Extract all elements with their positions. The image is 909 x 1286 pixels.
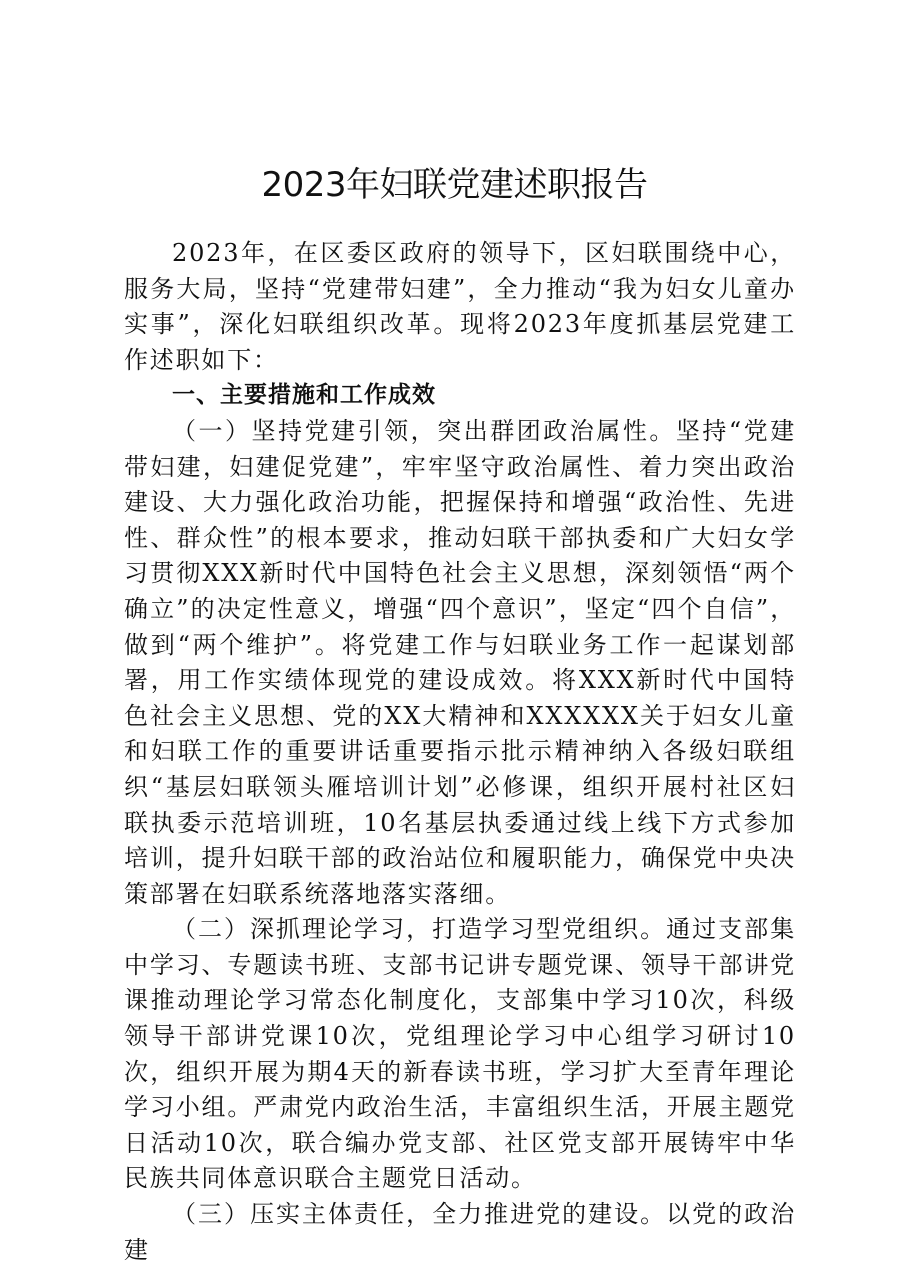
paragraph-2: （二）深抓理论学习，打造学习型党组织。通过支部集中学习、专题读书班、支部书记讲专题党课、领导干部讲党课推动理论学习常态化制度化，支部集中学习10次，科级领导干部讲党课10次，党组理论学习中心组学习研讨10次，组织开展为期4天的新春读书班，学习扩大至青年理论学习小组。严肃党内政治生活，丰富组织生活，开展主题党日活动10次，联合编办党支部、社区党支部开展铸牢中华民族共同体意识联合主题党日活动。 bbox=[124, 915, 796, 1193]
paragraph-1: （一）坚持党建引领，突出群团政治属性。坚持“党建带妇建，妇建促党建”，牢牢坚守政治属性、着力突出政治建设、大力强化政治功能，把握保持和增强“政治性、先进性、群众性”的根本要求，推动妇联干部执委和广大妇女学习贯彻XXX新时代中国特色社会主义思想，深刻领悟“两个确立”的决定性意义，增强“四个意识”，坚定“四个自信”，做到“两个维护”。将党建工作与妇联业务工作一起谋划部署，用工作实绩体现党的建设成效。将XXX新时代中国特色社会主义思想、党的XX大精神和XXXXXX关于妇女儿童和妇联工作的重要讲话重要指示批示精神纳入各级妇联组织“基层妇联领头雁培训计划”必修课，组织开展村社区妇联执委示范培训班，10名基层执委通过线上线下方式参加培训，提升妇联干部的政治站位和履职能力，确保党中央决策部署在妇联系统落地落实落细。 bbox=[124, 416, 796, 908]
document-title: 2023年妇联党建述职报告 bbox=[261, 165, 648, 205]
paragraph-3: （三）压实主体责任，全力推进党的建设。以党的政治建 bbox=[124, 1200, 796, 1264]
section-heading: 一、主要措施和工作成效 bbox=[172, 382, 436, 409]
document-body bbox=[124, 236, 796, 1268]
intro-paragraph: 2023年，在区委区政府的领导下，区妇联围绕中心，服务大局，坚持“党建带妇建”，全力推动“我为妇女儿童办实事”，深化妇联组织改革。现将2023年度抓基层党建工作述职如下： bbox=[124, 239, 796, 374]
